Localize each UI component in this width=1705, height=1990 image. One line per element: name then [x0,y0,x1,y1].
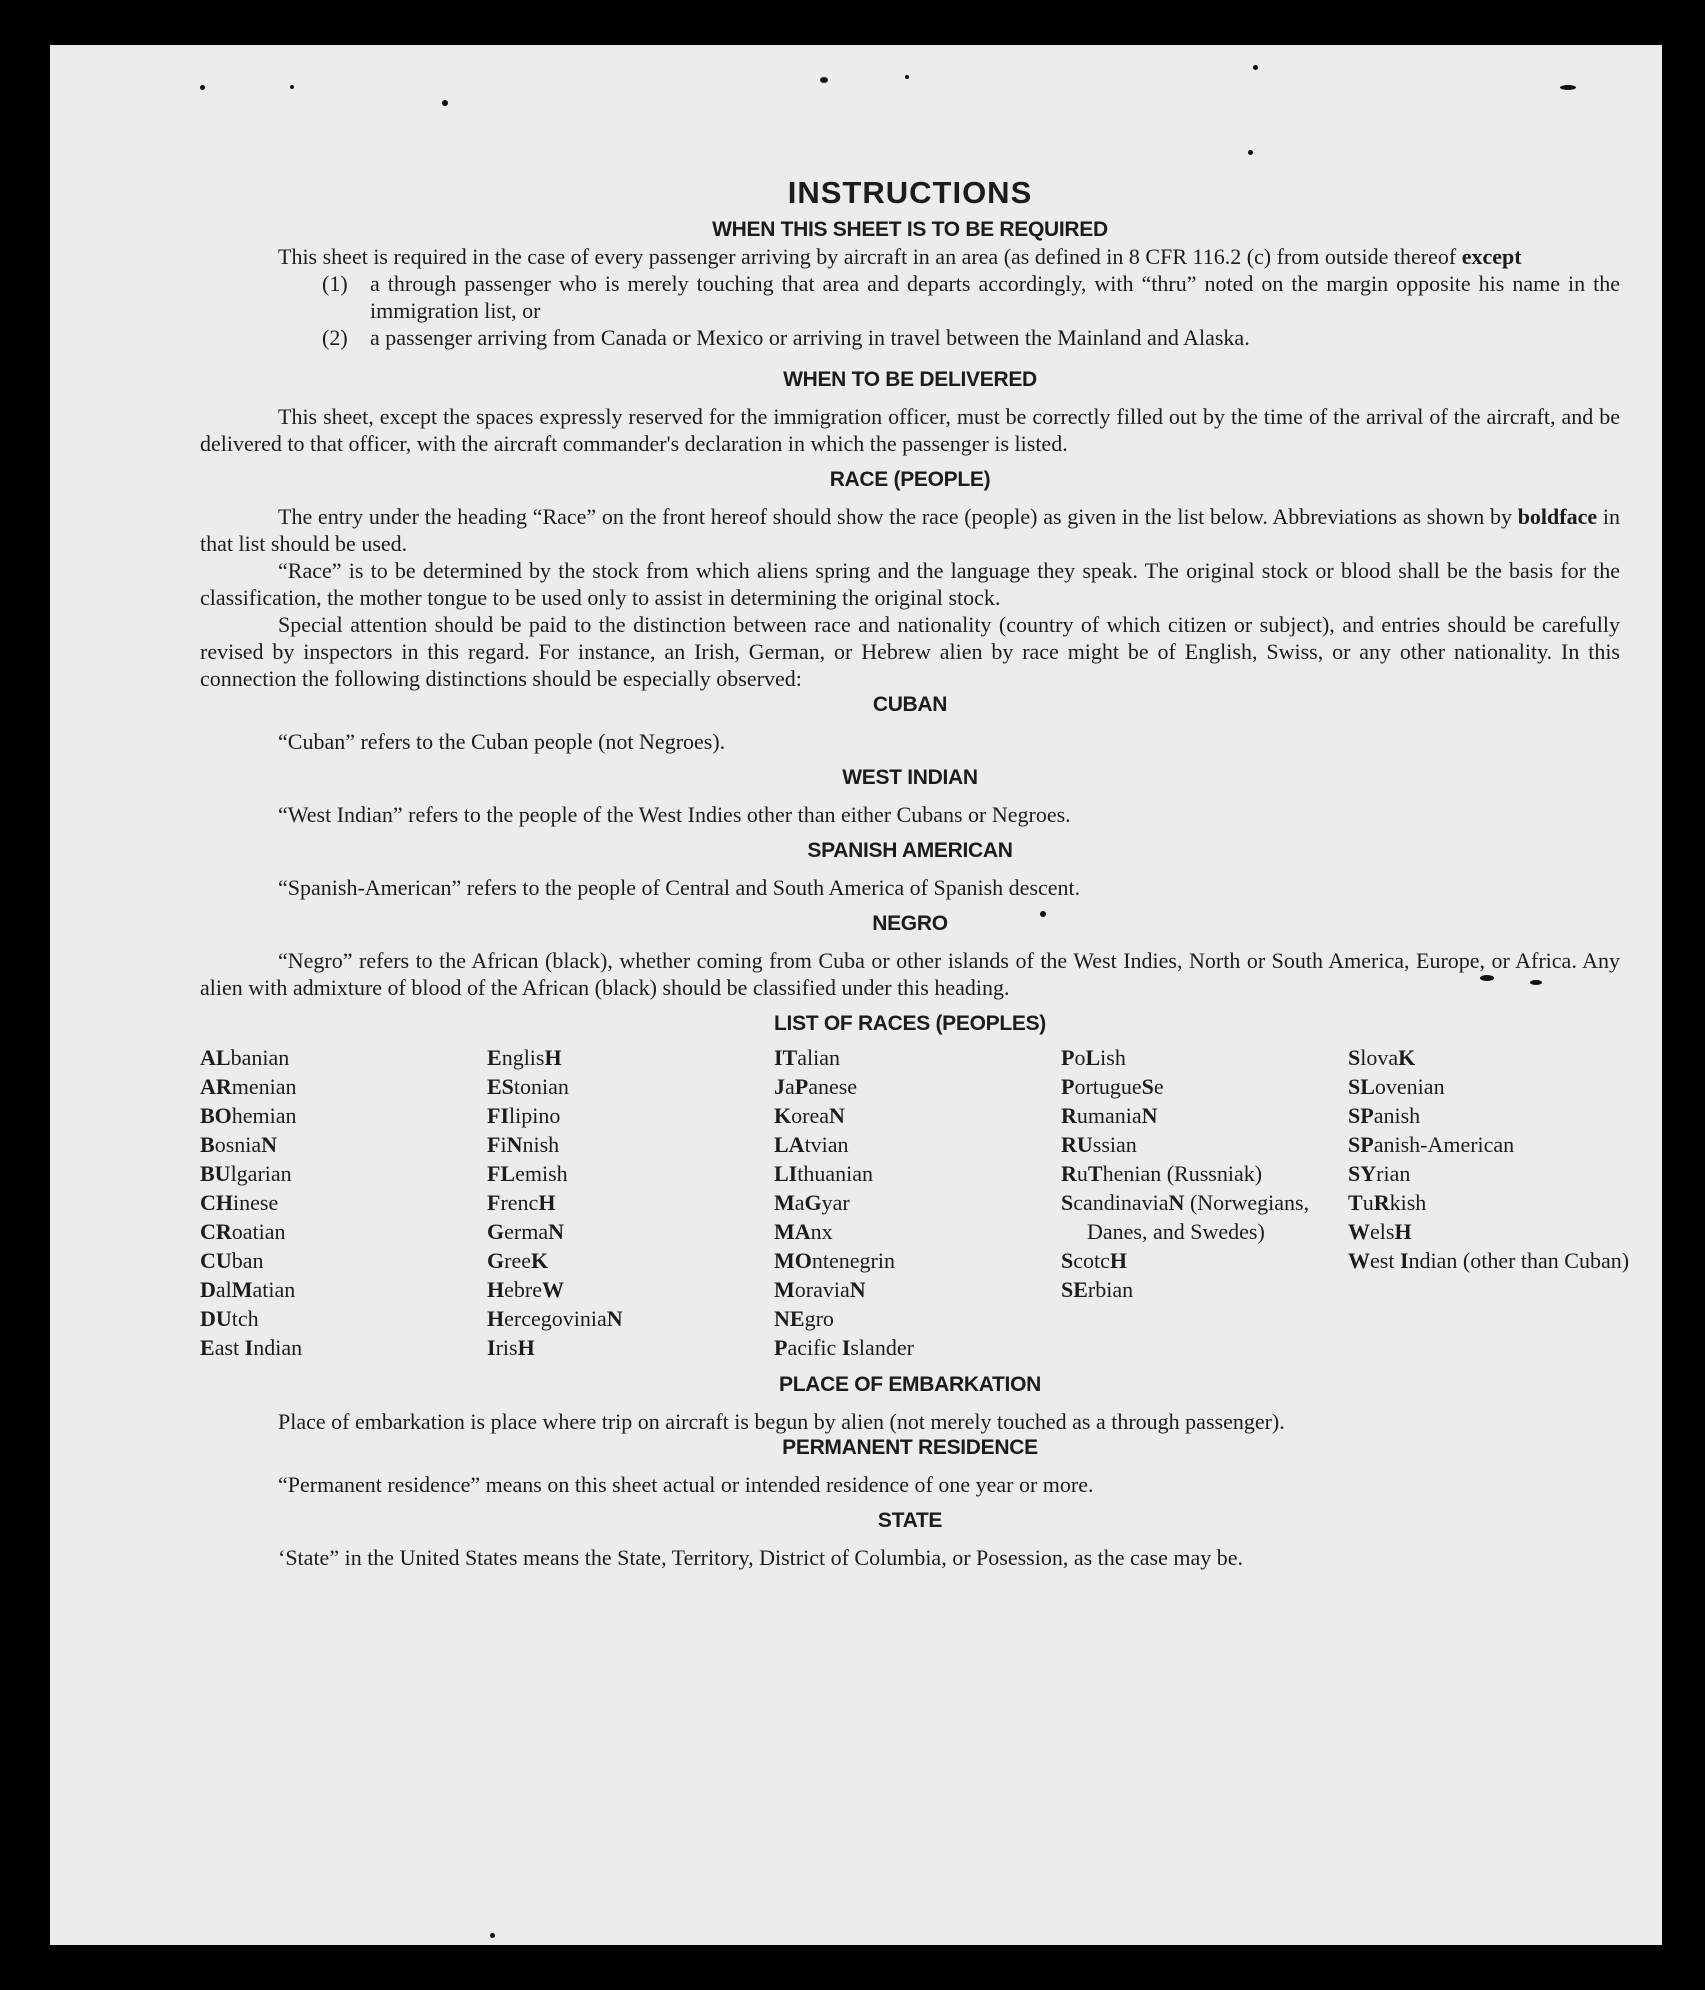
race-entry: MAnx [774,1219,833,1244]
race-column-2 [487,1043,774,1362]
race-entry: CHinese [200,1190,279,1215]
heading-cuban: CUBAN [872,693,948,716]
exception-item-2: (2) a passenger arriving from Canada or Mexico or arriving in travel between the Mainland and Alaska. [322,325,1250,350]
race-entry: KoreaN [774,1103,845,1128]
race-entry: DUtch [200,1306,259,1331]
race-entry: SlovaK [1348,1045,1416,1070]
exception-item-1: (1) a through passenger who is merely touching that area and departs accordingly, with “thru” noted on the margin opposite his name in the immigration list, or [322,271,1620,323]
race-entry: SPanish-American [1348,1132,1515,1157]
race-entry: BUlgarian [200,1161,292,1186]
race-column-5 [1348,1043,1635,1362]
instructions-text [200,175,1630,1571]
race-list [200,1043,1630,1362]
race-entry: MOntenegrin [774,1248,895,1273]
race-entry: SErbian [1061,1277,1134,1302]
race-entry: SYrian [1348,1161,1411,1186]
race-entry: FiNnish [487,1132,560,1157]
race-entry: GreeK [487,1248,549,1273]
when-required-intro: This sheet is required in the case of every passenger arriving by aircraft in an area (as defined in 8 CFR 116.2 (c) from outside thereof except [278,244,1522,269]
ink-speck [1253,65,1258,70]
race-entry: BOhemian [200,1103,297,1128]
ink-speck [442,100,448,106]
race-entry: FLemish [487,1161,568,1186]
heading-negro: NEGRO [872,912,948,935]
race-entry: MaGyar [774,1190,850,1215]
race-entry: LAtvian [774,1132,849,1157]
race-paragraph-1: The entry under the heading “Race” on the front hereof should show the race (people) as given in the list below. Abbreviations as shown by boldface in that list should be used. [200,504,1620,556]
cuban-text: “Cuban” refers to the Cuban people (not Negroes). [278,729,726,754]
race-entry: RUssian [1061,1132,1137,1157]
race-column-1 [200,1043,487,1362]
residence-text: “Permanent residence” means on this sheet actual or intended residence of one year or more. [278,1472,1094,1497]
race-entry: HercegoviniaN [487,1306,623,1331]
ink-speck [290,85,294,89]
race-entry: GermaN [487,1219,564,1244]
ink-speck [820,77,828,83]
race-entry: ScandinaviaN (Norwegians, Danes, and Swedes) [1061,1190,1310,1244]
race-entry: IrisH [487,1335,535,1360]
state-text: ‘State” in the United States means the State, Territory, District of Columbia, or Posession, as the case may be. [278,1545,1244,1570]
race-column-4 [1061,1043,1348,1362]
race-entry: MoraviaN [774,1277,866,1302]
race-entry: ARmenian [200,1074,297,1099]
race-entry: PoLish [1061,1045,1126,1070]
ink-speck [1560,85,1576,90]
ink-speck [200,85,205,90]
race-entry: TuRkish [1348,1190,1427,1215]
race-entry: JaPanese [774,1074,858,1099]
ink-speck [490,1933,495,1938]
race-entry: PortugueSe [1061,1074,1164,1099]
west-indian-text: “West Indian” refers to the people of the West Indies other than either Cubans or Negroes. [278,802,1071,827]
heading-permanent-residence: PERMANENT RESIDENCE [782,1436,1038,1459]
race-entry: LIthuanian [774,1161,874,1186]
race-entry: ALbanian [200,1045,290,1070]
race-entry: WelsH [1348,1219,1412,1244]
page-title: INSTRUCTIONS [787,175,1033,210]
race-entry: RumaniaN [1061,1103,1158,1128]
race-entry: FrencH [487,1190,556,1215]
race-paragraph-2: “Race” is to be determined by the stock from which aliens spring and the language they speak. The original stock or blood shall be the basis for the classification, the mother tongue to be used only to assist in determining the original stock. [200,558,1620,610]
race-entry: NEgro [774,1306,834,1331]
heading-place-of-embarkation: PLACE OF EMBARKATION [779,1373,1041,1396]
race-entry: CRoatian [200,1219,286,1244]
race-entry: ITalian [774,1045,841,1070]
heading-race: RACE (PEOPLE) [829,468,991,491]
race-entry: SLovenian [1348,1074,1445,1099]
heading-west-indian: WEST INDIAN [842,766,978,789]
heading-state: STATE [877,1509,943,1532]
race-entry: BosniaN [200,1132,278,1157]
ink-speck [1248,150,1253,155]
race-entry: West Indian (other than Cuban) [1348,1248,1630,1273]
heading-when-required: WHEN THIS SHEET IS TO BE REQUIRED [712,218,1108,241]
negro-text: “Negro” refers to the African (black), whether coming from Cuba or other islands of the West Indies, North or South America, Europe, or Africa. Any alien with admixture of blood of the African (black) should be classified under this heading. [200,948,1620,1000]
heading-list-of-races: LIST OF RACES (PEOPLES) [774,1012,1046,1035]
race-entry: SPanish [1348,1103,1421,1128]
when-delivered-text: This sheet, except the spaces expressly reserved for the immigration officer, must be correctly filled out by the time of the arrival of the aircraft, and be delivered to that officer, with the aircraft commander's declaration in which the passenger is listed. [200,404,1620,456]
race-entry: EnglisH [487,1045,562,1070]
race-paragraph-3: Special attention should be paid to the distinction between race and nationality (country of which citizen or subject), and entries should be carefully revised by inspectors in this regard. For instance, an Irish, German, or Hebrew alien by race might be of English, Swiss, or any other nationality. In this connection the following distinctions should be especially observed: [200,612,1620,691]
race-entry: East Indian [200,1335,303,1360]
heading-spanish-american: SPANISH AMERICAN [807,839,1013,862]
race-entry: FIlipino [487,1103,561,1128]
race-entry: CUban [200,1248,264,1273]
race-entry: EStonian [487,1074,569,1099]
race-entry: RuThenian (Russniak) [1061,1161,1263,1186]
heading-when-delivered: WHEN TO BE DELIVERED [783,368,1037,391]
race-column-3 [774,1043,1061,1362]
document-page [50,45,1662,1945]
ink-speck [905,75,909,79]
race-entry: HebreW [487,1277,564,1302]
race-entry: ScotcH [1061,1248,1128,1273]
race-entry: DalMatian [200,1277,296,1302]
embarkation-text: Place of embarkation is place where trip on aircraft is begun by alien (not merely touched as a through passenger). [278,1409,1285,1434]
spanish-american-text: “Spanish-American” refers to the people of Central and South America of Spanish descent. [278,875,1081,900]
race-entry: Pacific Islander [774,1335,914,1360]
